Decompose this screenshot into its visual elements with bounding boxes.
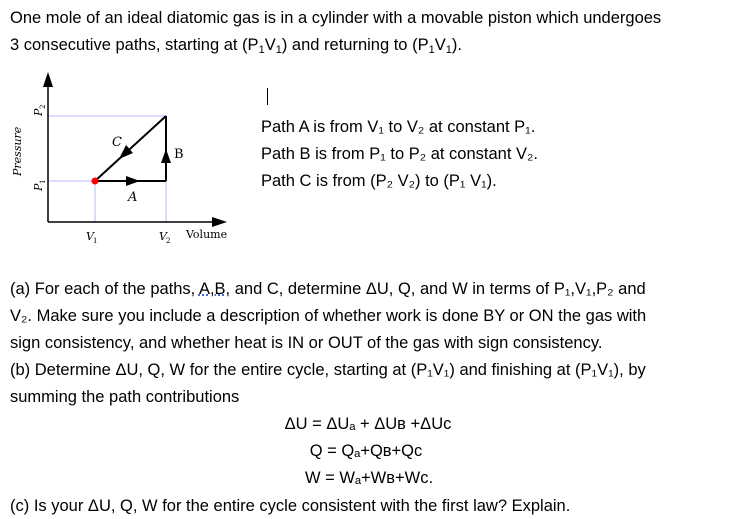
equation-w: W = Wₐ+Wʙ+Wᴄ. bbox=[304, 469, 434, 487]
path-b-label: B bbox=[174, 147, 184, 162]
x-axis-label: Volume bbox=[186, 228, 228, 241]
text-cursor bbox=[267, 88, 268, 105]
question-b-line-2: summing the path contributions bbox=[10, 388, 240, 406]
path-b-arrow bbox=[161, 149, 171, 163]
intro-text: V bbox=[434, 36, 446, 54]
paths-ab-link[interactable]: A,B bbox=[198, 280, 226, 298]
path-a-description: Path A is from V₁ to V₂ at constant P₁. bbox=[261, 118, 536, 136]
y-axis-arrow bbox=[43, 72, 53, 87]
v1-sub: 1 bbox=[93, 237, 98, 245]
p2-tick-label bbox=[32, 105, 47, 117]
v2-sub: 2 bbox=[166, 237, 171, 245]
intro-text: ) and returning to (P bbox=[281, 36, 429, 54]
start-point bbox=[92, 178, 99, 185]
path-c-label: C bbox=[112, 135, 122, 150]
question-a-text: (a) For each of the paths, bbox=[10, 280, 199, 298]
intro-text: V bbox=[264, 36, 276, 54]
p1-label: P bbox=[32, 183, 45, 191]
x-axis-arrow bbox=[212, 217, 227, 227]
intro-text: ). bbox=[451, 36, 462, 54]
y-axis-label: Pressure bbox=[11, 126, 24, 176]
v2-label: V bbox=[159, 230, 167, 243]
intro-text: 3 consecutive paths, starting at (P bbox=[10, 36, 259, 54]
path-a-arrow bbox=[126, 176, 140, 186]
question-a-line-1 bbox=[10, 279, 646, 299]
p2-sub: 2 bbox=[39, 104, 47, 109]
question-c: (c) Is your ΔU, Q, W for the entire cycle consistent with the first law? Explain. bbox=[10, 497, 571, 515]
p1-tick-label bbox=[32, 180, 47, 192]
question-a-line-3: sign consistency, and whether heat is IN or OUT of the gas with sign consistency. bbox=[10, 334, 603, 352]
question-a-line-2: V₂. Make sure you include a description of whether work is done BY or ON the gas with bbox=[10, 307, 647, 325]
p1-sub: 1 bbox=[39, 179, 47, 184]
path-a-label: A bbox=[128, 190, 138, 205]
v1-label: V bbox=[86, 230, 94, 243]
intro-line-1: One mole of an ideal diatomic gas is in a cylinder with a movable piston which undergoes bbox=[10, 9, 662, 27]
question-b-line-1: (b) Determine ΔU, Q, W for the entire cycle, starting at (P₁V₁) and finishing at (P₁V₁), by bbox=[10, 361, 646, 379]
equation-delta-u: ΔU = ΔUₐ + ΔUʙ +ΔUᴄ bbox=[284, 415, 452, 433]
path-c-line bbox=[95, 116, 166, 181]
path-c-description: Path C is from (P₂ V₂) to (P₁ V₁). bbox=[261, 172, 497, 190]
question-a-text: , and C, determine ΔU, Q, and W in terms of P₁,V₁,P₂ and bbox=[225, 280, 646, 298]
intro-line-2: 3 consecutive paths, starting at $(P_1V_1)$ and returning to $(P_1V_1)$. bbox=[10, 36, 462, 56]
equation-q: Q = Qₐ+Qʙ+Qᴄ bbox=[309, 442, 423, 460]
p2-label: P bbox=[32, 108, 45, 116]
path-b-description: Path B is from P₁ to P₂ at constant V₂. bbox=[261, 145, 538, 163]
